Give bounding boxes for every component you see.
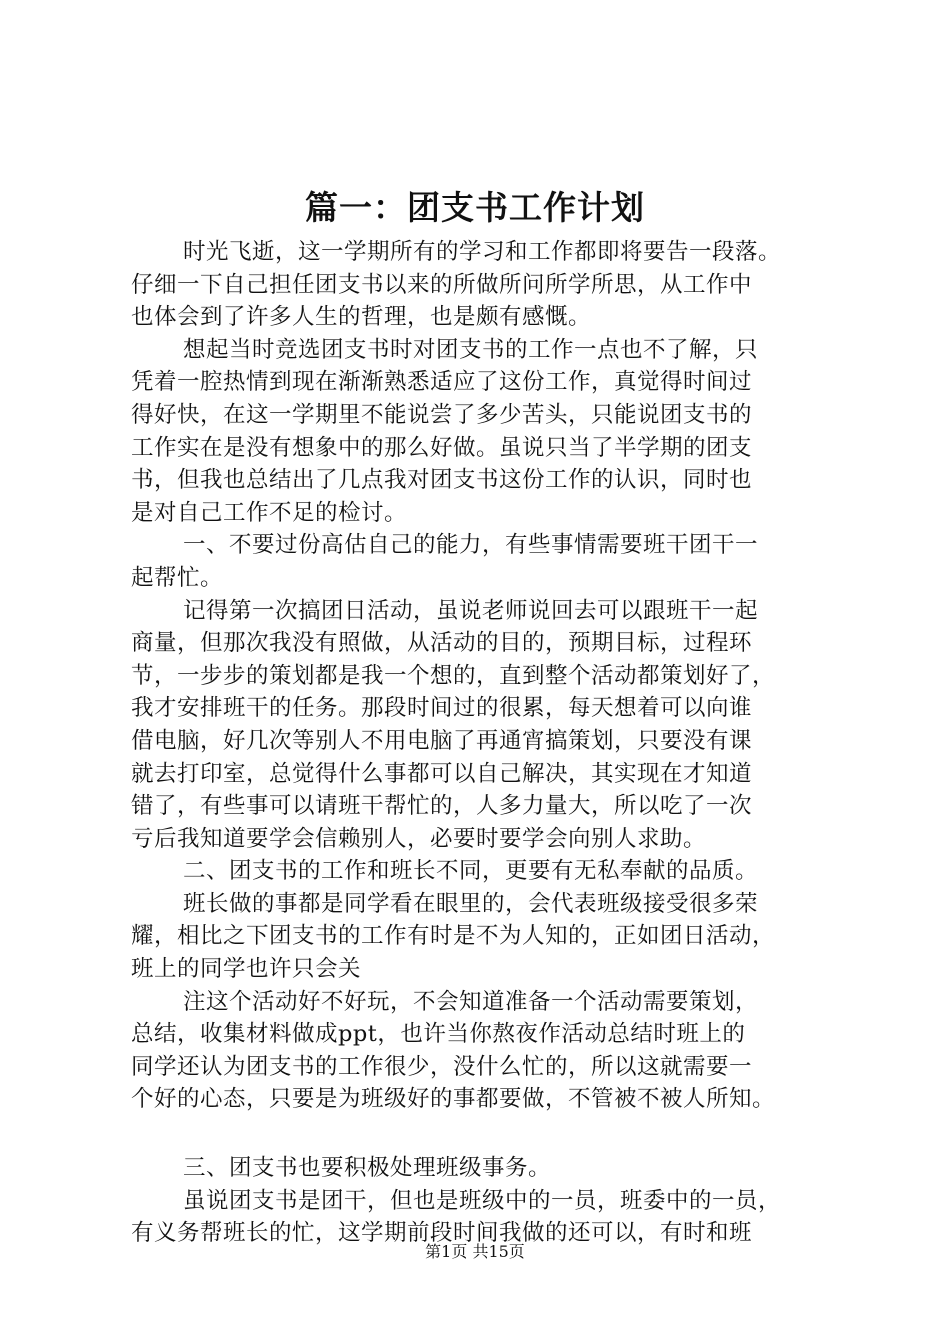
text-line: 也体会到了许多人生的哲理，也是颇有感慨。 [131, 304, 592, 331]
text-line: 耀，相比之下团支书的工作有时是不为人知的，正如团日活动， [131, 923, 776, 950]
text-line: 二、团支书的工作和班长不同，更要有无私奉献的品质。 [183, 858, 759, 885]
text-line: 节，一步步的策划都是我一个想的，直到整个活动都策划好了， [131, 662, 776, 689]
text-line: 三、团支书也要积极处理班级事务。 [183, 1155, 552, 1182]
text-line: 想起当时竞选团支书时对团支书的工作一点也不了解，只 [183, 336, 759, 363]
document-title: 篇一：团支书工作计划 [305, 188, 645, 227]
text-line: 凭着一腔热情到现在渐渐熟悉适应了这份工作，真觉得时间过 [131, 369, 753, 396]
text-line: 一、不要过份高估自己的能力，有些事情需要班干团干一 [183, 532, 759, 559]
text-line: 个好的心态，只要是为班级好的事都要做，不管被不被人所知。 [131, 1086, 776, 1113]
text-block-after-gap [131, 1152, 853, 1250]
text-line: 同学还认为团支书的工作很少，没什么忙的，所以这就需要一 [131, 1053, 753, 1080]
text-line: 时光飞逝，这一学期所有的学习和工作都即将要告一段落。 [183, 239, 782, 265]
text-line: 虽说团支书是团干，但也是班级中的一员，班委中的一员， [183, 1187, 782, 1214]
page-footer: 第1页 共15页 [425, 1242, 525, 1261]
text-line: 班长做的事都是同学看在眼里的，会代表班级接受很多荣 [183, 890, 759, 917]
text-line: 仔细一下自己担任团支书以来的所做所问所学所思，从工作中 [131, 271, 753, 298]
text-line: 班上的同学也许只会关 [131, 956, 362, 983]
text-line: 亏后我知道要学会信赖别人，必要时要学会向别人求助。 [131, 825, 707, 852]
text-line: 得好快，在这一学期里不能说尝了多少苦头，只能说团支书的 [131, 401, 753, 428]
text-line: 借电脑，好几次等别人不用电脑了再通宵搞策划，只要没有课 [131, 727, 753, 754]
text-block-before-gap [131, 236, 853, 1116]
text-line: 书，但我也总结出了几点我对团支书这份工作的认识，同时也 [131, 467, 753, 494]
text-line: 工作实在是没有想象中的那么好做。虽说只当了半学期的团支 [131, 434, 753, 461]
text-line: 有义务帮班长的忙，这学期前段时间我做的还可以，有时和班 [131, 1220, 753, 1247]
text-line: 起帮忙。 [131, 564, 224, 591]
text-line: 记得第一次搞团日活动，虽说老师说回去可以跟班干一起 [183, 597, 759, 624]
text-line: 注这个活动好不好玩，不会知道准备一个活动需要策划， [183, 988, 759, 1015]
text-line: 错了，有些事可以请班干帮忙的，人多力量大，所以吃了一次 [131, 793, 753, 820]
text-line: 商量，但那次我没有照做，从活动的目的，预期目标，过程环 [131, 630, 753, 657]
text-line: 是对自己工作不足的检讨。 [131, 499, 408, 526]
text-line: 总结，收集材料做成ppt，也许当你熬夜作活动总结时班上的 [131, 1021, 746, 1048]
document-body [131, 236, 853, 1250]
paragraph-gap [131, 1116, 853, 1152]
text-line: 我才安排班干的任务。那段时间过的很累，每天想着可以向谁 [131, 695, 753, 722]
text-line: 就去打印室，总觉得什么事都可以自己解决，其实现在才知道 [131, 760, 753, 787]
